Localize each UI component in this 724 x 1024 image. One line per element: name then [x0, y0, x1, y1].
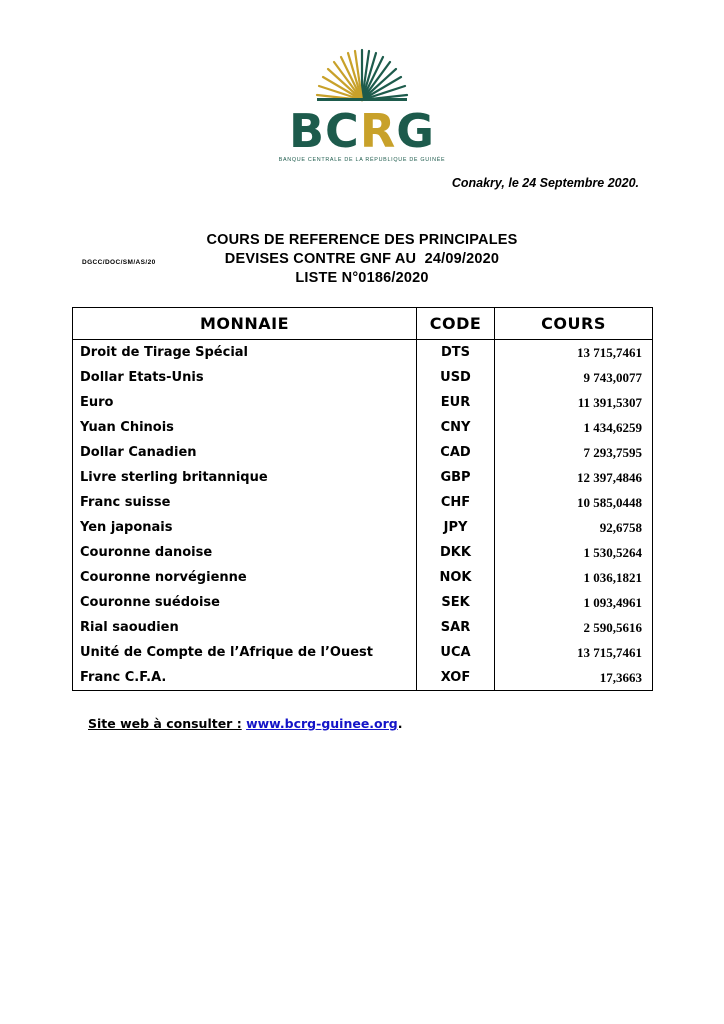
currency-name: Couronne danoise: [73, 540, 417, 565]
currency-code: DTS: [417, 340, 495, 366]
currency-code: UCA: [417, 640, 495, 665]
currency-rate: 2 590,5616: [495, 615, 653, 640]
currency-name: Yen japonais: [73, 515, 417, 540]
currency-code: EUR: [417, 390, 495, 415]
currency-code: DKK: [417, 540, 495, 565]
website-line: [88, 716, 403, 731]
table-row: [73, 540, 653, 565]
currency-code: USD: [417, 365, 495, 390]
currency-rate: 10 585,0448: [495, 490, 653, 515]
currency-name: Rial saoudien: [73, 615, 417, 640]
currency-name: Dollar Etats-Unis: [73, 365, 417, 390]
currency-code: XOF: [417, 665, 495, 691]
currency-name: Franc suisse: [73, 490, 417, 515]
website-label: Site web à consulter :: [88, 716, 242, 731]
table-row: [73, 340, 653, 366]
title-line-3: LISTE N°0186/2020: [295, 270, 429, 286]
currency-name: Unité de Compte de l’Afrique de l’Ouest: [73, 640, 417, 665]
currency-name: Livre sterling britannique: [73, 465, 417, 490]
table-row: [73, 640, 653, 665]
logo-wordmark-r: R: [359, 104, 397, 158]
table-row: [73, 590, 653, 615]
logo-wordmark-g: G: [396, 104, 435, 158]
title-line-2: DEVISES CONTRE GNF AU 24/09/2020: [224, 251, 500, 267]
currency-rate: 11 391,5307: [495, 390, 653, 415]
table-row: [73, 565, 653, 590]
currency-rate: 1 036,1821: [495, 565, 653, 590]
column-header-currency: MONNAIE: [73, 308, 417, 340]
currency-rate: 9 743,0077: [495, 365, 653, 390]
currency-code: GBP: [417, 465, 495, 490]
currency-name: Dollar Canadien: [73, 440, 417, 465]
currency-rate: 12 397,4846: [495, 465, 653, 490]
currency-name: Yuan Chinois: [73, 415, 417, 440]
table-row: [73, 390, 653, 415]
currency-rate: 17,3663: [495, 665, 653, 691]
currency-rate: 1 434,6259: [495, 415, 653, 440]
currency-code: NOK: [417, 565, 495, 590]
currency-code: SAR: [417, 615, 495, 640]
column-header-rate: COURS: [495, 308, 653, 340]
table-row: [73, 365, 653, 390]
bcrg-logo: [0, 42, 724, 163]
logo-wordmark: [0, 106, 724, 156]
currency-rate: 13 715,7461: [495, 340, 653, 366]
currency-code: CAD: [417, 440, 495, 465]
currency-code: CHF: [417, 490, 495, 515]
currency-code: JPY: [417, 515, 495, 540]
table-row: [73, 465, 653, 490]
currency-rate: 7 293,7595: [495, 440, 653, 465]
table-row: [73, 440, 653, 465]
logo-wordmark-bc: BC: [288, 104, 360, 158]
logo-subtitle: BANQUE CENTRALE DE LA RÉPUBLIQUE DE GUINÉE: [278, 157, 446, 163]
sunburst-icon: [300, 42, 424, 104]
table-row: [73, 615, 653, 640]
currency-rate: 13 715,7461: [495, 640, 653, 665]
column-header-code: CODE: [417, 308, 495, 340]
currency-rate: 1 530,5264: [495, 540, 653, 565]
exchange-rates-table: [72, 307, 653, 691]
currency-rate: 92,6758: [495, 515, 653, 540]
currency-name: Franc C.F.A.: [73, 665, 417, 691]
currency-name: Couronne norvégienne: [73, 565, 417, 590]
currency-code: CNY: [417, 415, 495, 440]
currency-code: SEK: [417, 590, 495, 615]
currency-name: Couronne suédoise: [73, 590, 417, 615]
table-row: [73, 515, 653, 540]
currency-name: Euro: [73, 390, 417, 415]
title-line-1: COURS DE REFERENCE DES PRINCIPALES: [206, 232, 518, 248]
place-and-date: Conakry, le 24 Septembre 2020.: [451, 176, 639, 190]
reference-code: DGCC/DOC/SM/AS/20: [82, 259, 156, 266]
table-header-row: [73, 308, 653, 340]
table-row: [73, 415, 653, 440]
table-row: [73, 490, 653, 515]
currency-rate: 1 093,4961: [495, 590, 653, 615]
table-row: [73, 665, 653, 691]
document-title: [0, 231, 724, 288]
website-link[interactable]: www.bcrg-guinee.org: [246, 716, 398, 731]
currency-name: Droit de Tirage Spécial: [73, 340, 417, 366]
website-trailing-dot: .: [397, 716, 403, 731]
